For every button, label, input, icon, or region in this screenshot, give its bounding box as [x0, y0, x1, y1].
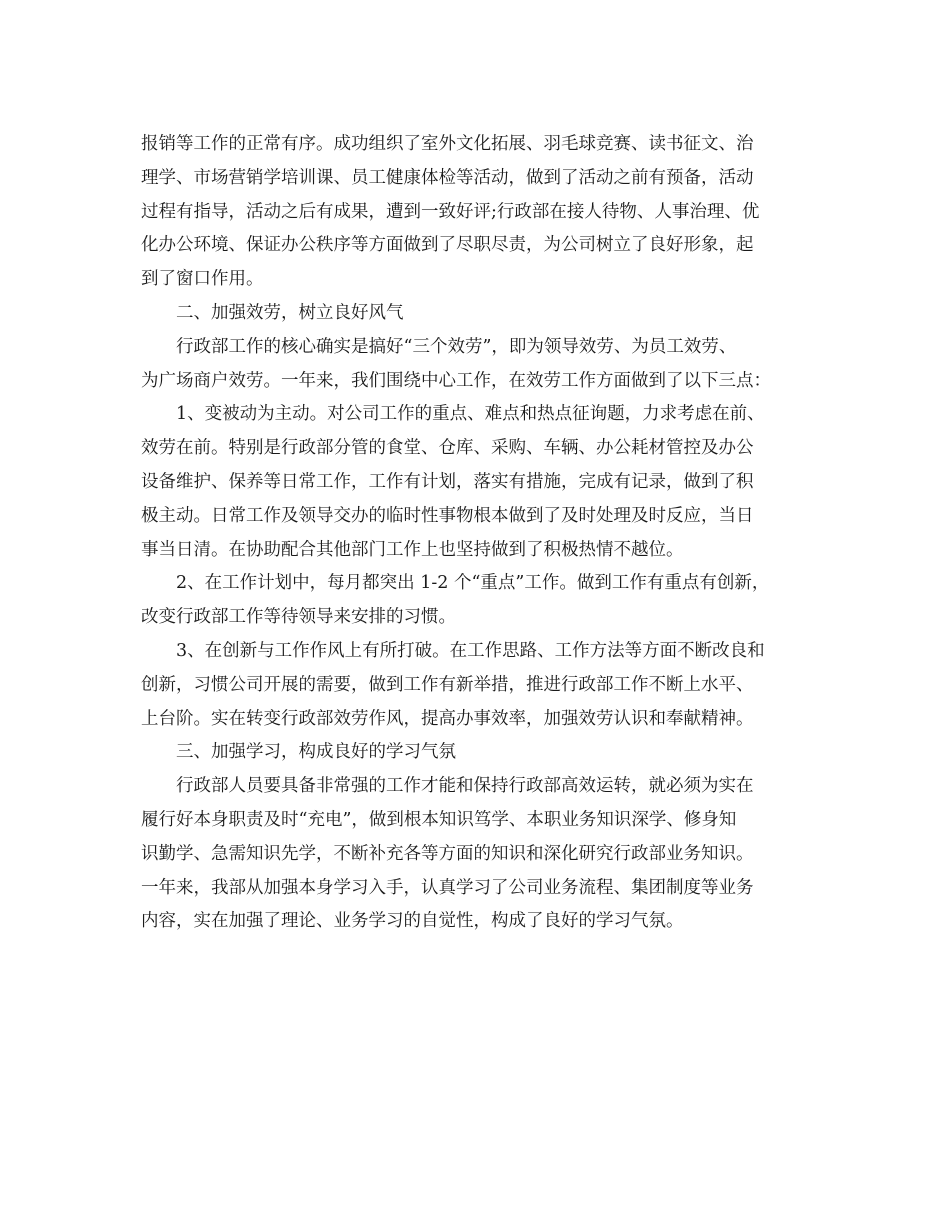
text-line: 极主动。日常工作及领导交办的临时性事物根本做到了及时处理及时反应，当日 — [141, 505, 754, 526]
text-line: 1、变被动为主动。对公司工作的重点、难点和热点征询题，力求考虑在前、 — [176, 404, 765, 425]
section-heading: 三、加强学习，构成良好的学习气氛 — [176, 742, 456, 763]
section-heading: 二、加强效劳，树立良好风气 — [176, 302, 404, 323]
text-line: 3、在创新与工作作风上有所打破。在工作思路、工作方法等方面不断改良和 — [176, 640, 765, 661]
text-line: 过程有指导，活动之后有成果，遭到一致好评;行政部在接人待物、人事治理、优 — [141, 201, 760, 222]
text-line: 识勤学、急需知识先学，不断补充各等方面的知识和深化研究行政部业务知识。 — [141, 843, 754, 864]
text-line: 内容，实在加强了理论、业务学习的自觉性，构成了良好的学习气氛。 — [141, 911, 684, 932]
text-line: 一年来，我部从加强本身学习入手，认真学习了公司业务流程、集团制度等业务 — [141, 877, 754, 898]
text-line: 行政部人员要具备非常强的工作才能和保持行政部高效运转，就必须为实在 — [176, 776, 754, 797]
text-line: 报销等工作的正常有序。成功组织了室外文化拓展、羽毛球竞赛、读书征文、治 — [141, 134, 754, 154]
text-line: 行政部工作的核心确实是搞好“三个效劳”，即为领导效劳、为员工效劳、 — [176, 336, 737, 357]
text-line: 化办公环境、保证办公秩序等方面做到了尽职尽责，为公司树立了良好形象，起 — [141, 235, 754, 256]
text-line: 履行好本身职责及时“充电”，做到根本知识笃学、本职业务知识深学、修身知 — [141, 809, 737, 830]
text-line: 2、在工作计划中，每月都突出 1-2 个“重点”工作。做到工作有重点有创新， — [176, 573, 770, 594]
text-line: 到了窗口作用。 — [141, 269, 264, 290]
text-line: 事当日清。在协助配合其他部门工作上也坚持做到了积极热情不越位。 — [141, 539, 684, 560]
text-line: 改变行政部工作等待领导来安排的习惯。 — [141, 607, 456, 628]
text-line: 设备维护、保养等日常工作，工作有计划，落实有措施，完成有记录，做到了积 — [141, 471, 754, 492]
text-line: 理学、市场营销学培训课、员工健康体检等活动，做到了活动之前有预备，活动 — [141, 167, 754, 188]
body-text — [141, 128, 811, 939]
text-line: 为广场商户效劳。一年来，我们围绕中心工作，在效劳工作方面做到了以下三点： — [141, 370, 771, 391]
text-line: 创新，习惯公司开展的需要，做到工作有新举措，推进行政部工作不断上水平、 — [141, 674, 754, 695]
text-line: 上台阶。实在转变行政部效劳作风，提高办事效率，加强效劳认识和奉献精神。 — [141, 708, 754, 729]
text-line: 效劳在前。特别是行政部分管的食堂、仓库、采购、车辆、办公耗材管控及办公 — [141, 438, 754, 459]
